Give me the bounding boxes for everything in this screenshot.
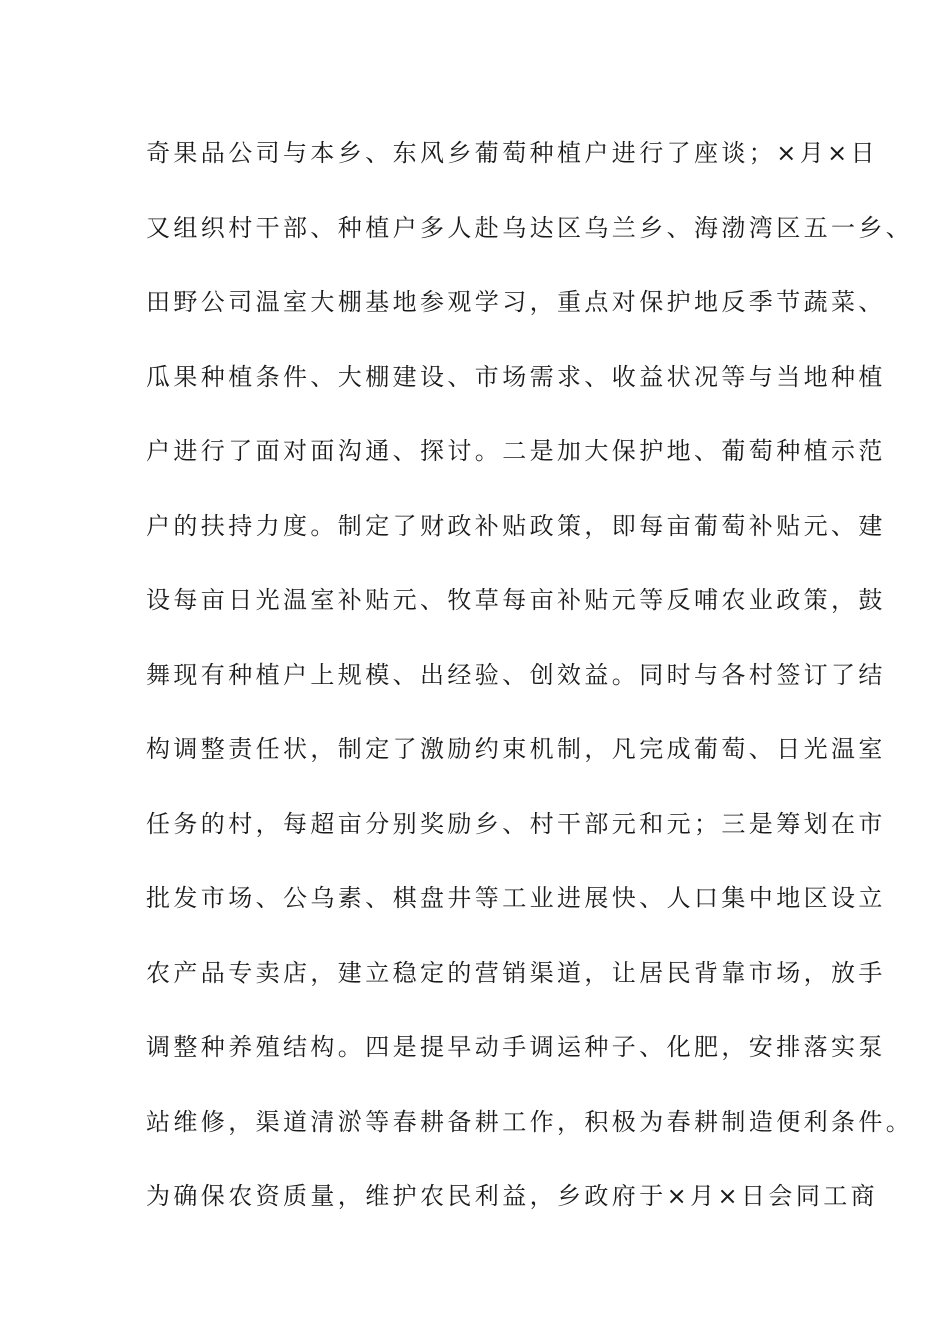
text-line: 站维修，渠道清淤等春耕备耕工作，积极为春耕制造便利条件。 (146, 1107, 914, 1136)
text-line: 批发市场、公乌素、棋盘井等工业进展快、人口集中地区设立 (146, 884, 886, 912)
text-line: 为确保农资质量，维护农民利益，乡政府于×月×日会同工商 (146, 1182, 879, 1210)
text-line: 田野公司温室大棚基地参观学习，重点对保护地反季节蔬菜、 (146, 288, 886, 316)
text-line: 奇果品公司与本乡、东风乡葡萄种植户进行了座谈；×月×日 (146, 139, 879, 167)
text-line: 户的扶持力度。制定了财政补贴政策，即每亩葡萄补贴元、建 (146, 511, 886, 540)
text-line: 任务的村，每超亩分别奖励乡、村干部元和元；三是筹划在市 (146, 809, 886, 838)
text-line: 农产品专卖店，建立稳定的营销渠道，让居民背靠市场，放手 (146, 958, 886, 987)
text-line: 调整种养殖结构。四是提早动手调运种子、化肥，安排落实泵 (146, 1033, 886, 1061)
text-line: 瓜果种植条件、大棚建设、市场需求、收益状况等与当地种植 (146, 362, 886, 391)
text-line: 构调整责任状，制定了激励约束机制，凡完成葡萄、日光温室 (146, 735, 886, 763)
text-line: 设每亩日光温室补贴元、牧草每亩补贴元等反哺农业政策，鼓 (146, 586, 886, 614)
text-line: 户进行了面对面沟通、探讨。二是加大保护地、葡萄种植示范 (146, 437, 886, 465)
text-line: 舞现有种植户上规模、出经验、创效益。同时与各村签订了结 (146, 660, 886, 689)
text-line: 又组织村干部、种植户多人赴乌达区乌兰乡、海渤湾区五一乡、 (146, 213, 914, 242)
body-text (146, 134, 914, 1252)
